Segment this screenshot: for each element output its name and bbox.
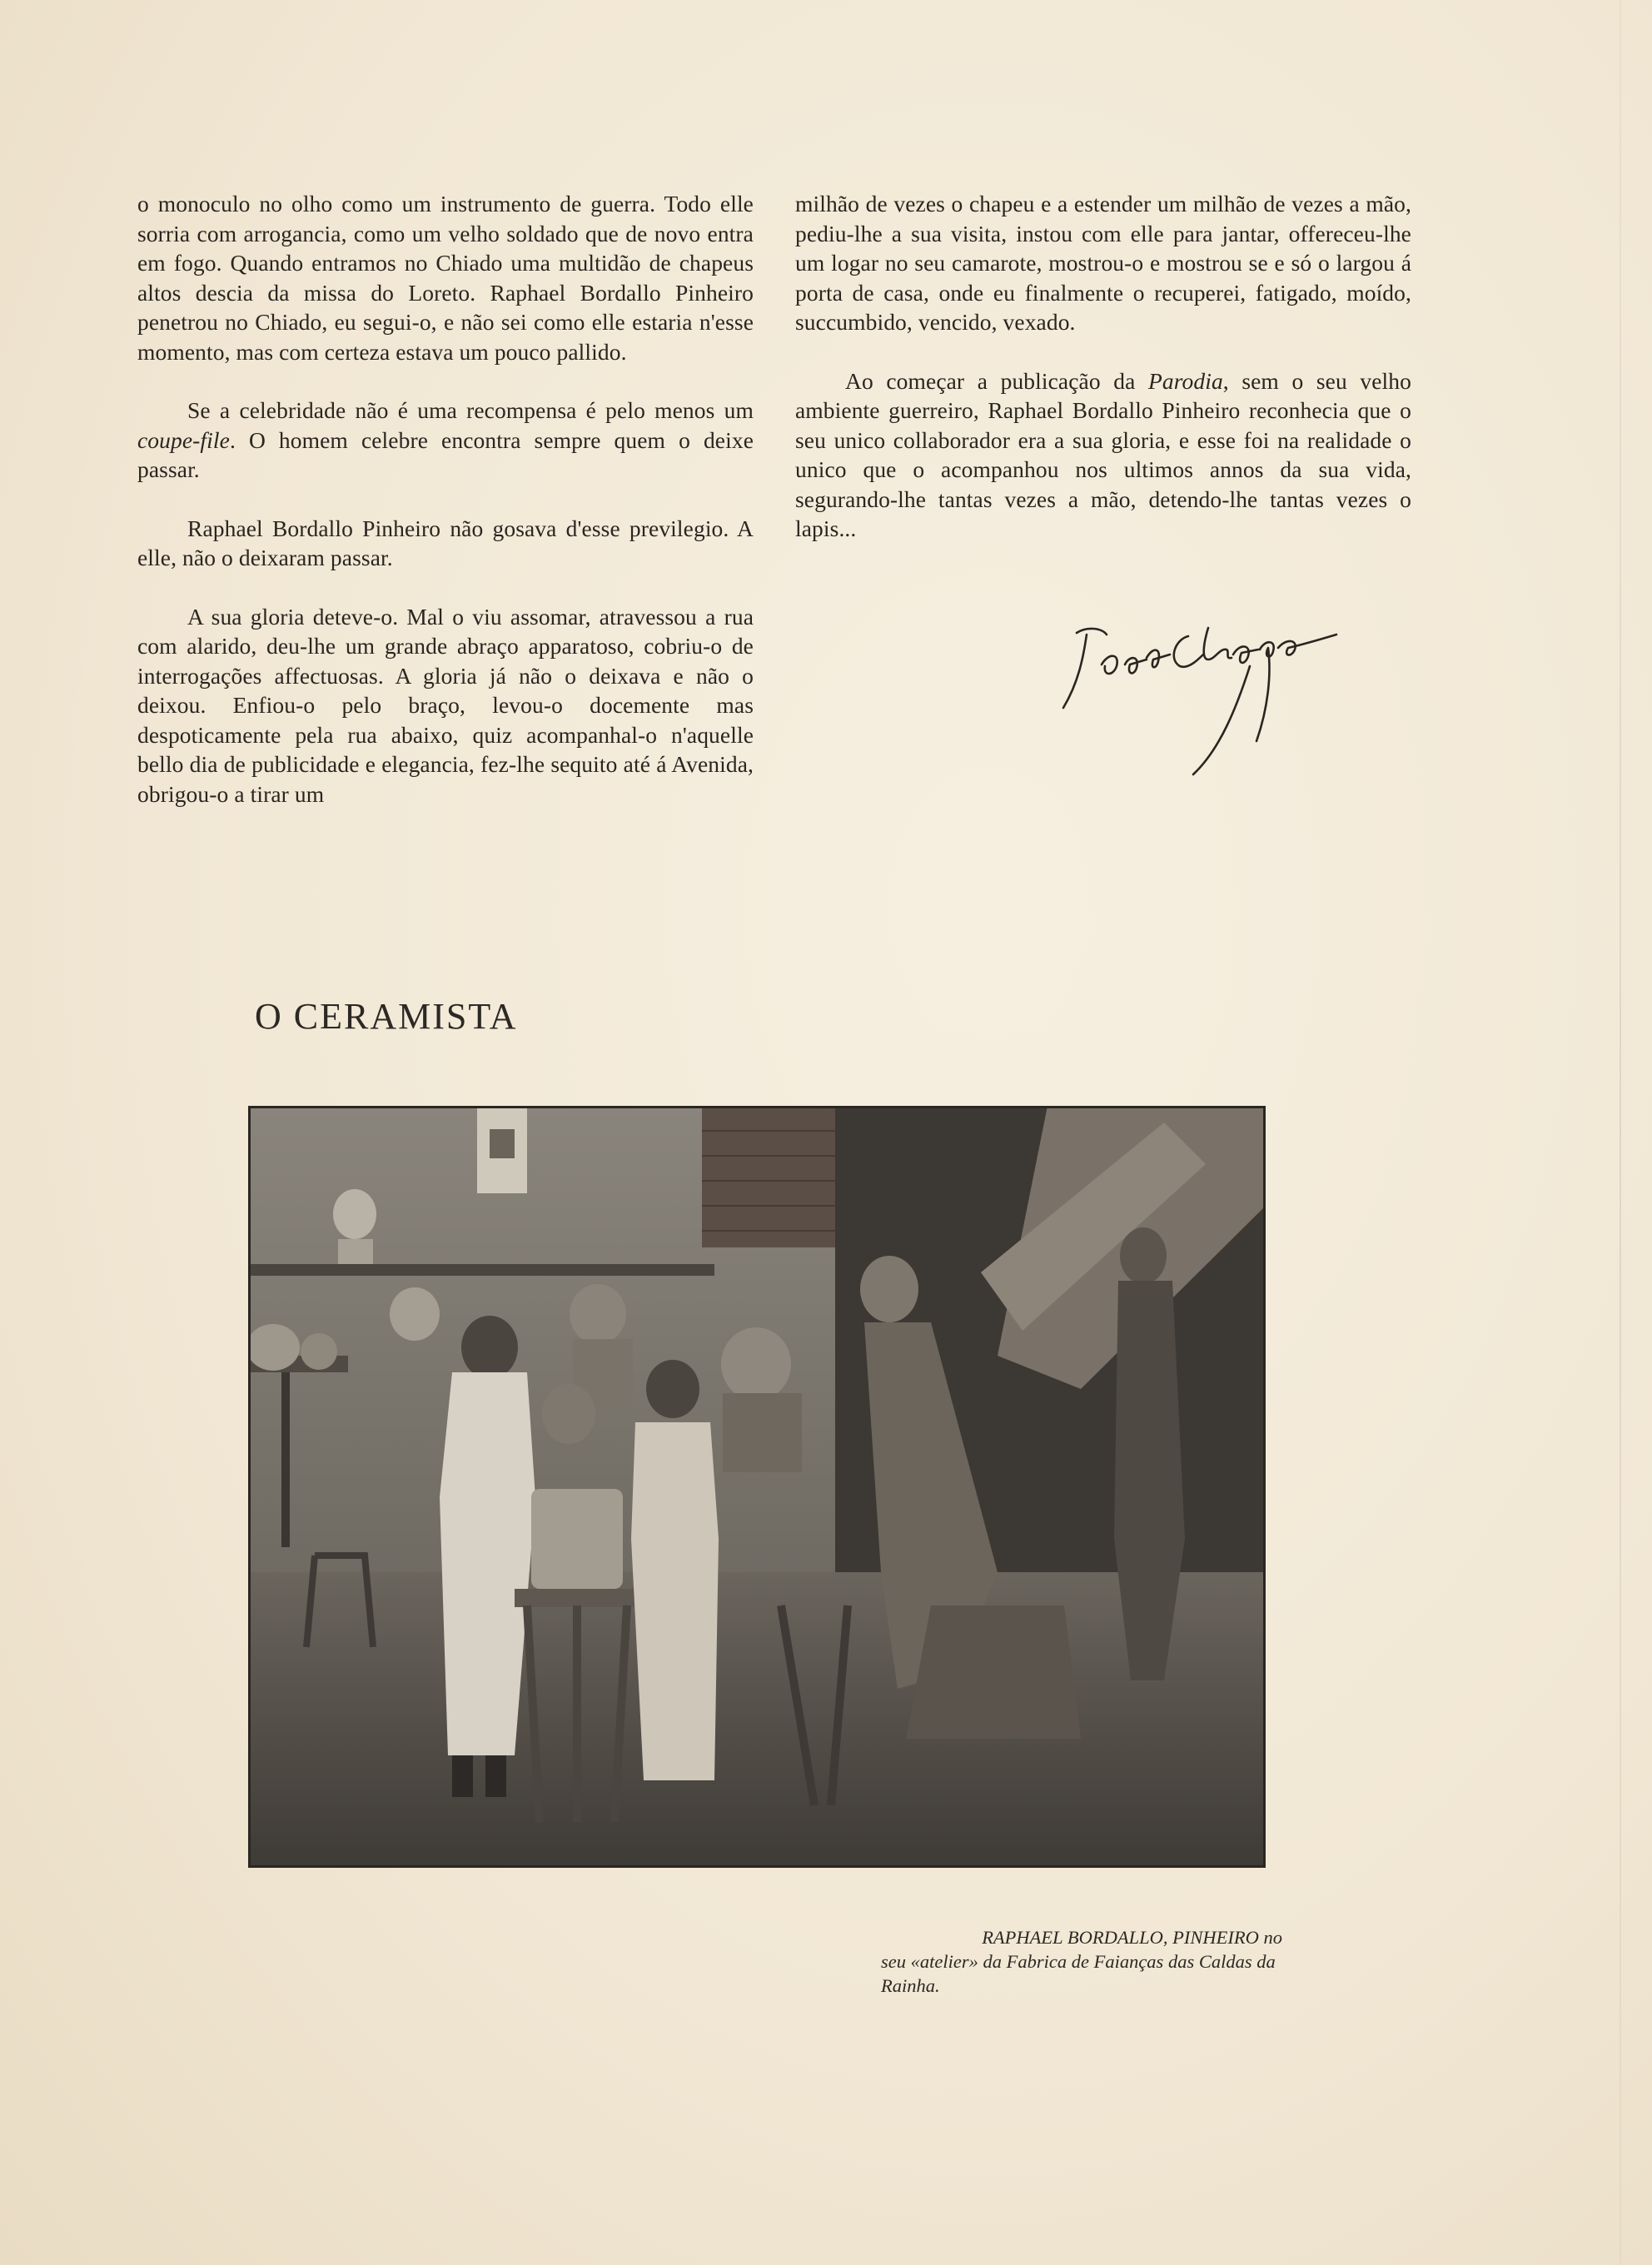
photo-caption: RAPHAEL BORDALLO, PINHEIRO no seu «atelier» da Fabrica de Faianças das Caldas da Rainha.	[881, 1927, 1282, 1996]
paragraph: Ao começar a publicação da Parodia, sem o seu velho ambiente guerreiro, Raphael Bordallo Pinheiro reconhecia que o seu unico collaborador era a sua gloria, e esse foi na realidade o unico que o acompanhou nos ultimos annos da sua vida, segurando-lhe tantas vezes a mão, detendo-lhe tantas vezes o lapis...	[795, 367, 1411, 541]
paragraph: o monoculo no olho como um instrumento de guerra. Todo elle sorria com arrogancia, como um velho soldado que de novo entra em fogo. Quando entramos no Chiado uma multidão de chapeus altos descia da missa do Loreto. Raphael Bordallo Pinheiro penetrou no Chiado, eu segui-o, e não sei como elle estaria n'esse momento, mas com certeza estava um pouco pallido.	[137, 191, 754, 365]
paragraph: Raphael Bordallo Pinheiro não gosava d'esse previlegio. A elle, não o deixaram passar.	[137, 515, 754, 570]
left-text-column	[137, 189, 754, 838]
paragraph: Se a celebridade não é uma recompensa é pelo menos um coupe-file. O homem celebre encontra sempre quem o deixe passar.	[137, 397, 754, 482]
section-title: O CERAMISTA	[255, 996, 518, 1037]
atelier-photograph	[248, 1106, 1266, 1868]
page-fold	[1620, 0, 1621, 2265]
paragraph: A sua gloria deteve-o. Mal o viu assomar, atravessou a rua com alarido, deu-lhe um grande abraço apparatoso, cobriu-o de interrogações affectuosas. A gloria já não o deixava e não o deixou. Enfiou-o pelo braço, levou-o docemente mas despoticamente pela rua abaixo, quiz acompanhal-o n'aquelle bello dia de publicidade e elegancia, fez-lhe sequito até á Avenida, obrigou-o a tirar um	[137, 603, 754, 807]
paragraph: milhão de vezes o chapeu e a estender um milhão de vezes a mão, pediu-lhe a sua visita, instou com elle para jantar, offereceu-lhe um logar no seu camarote, mostrou-o e mostrou se e só o largou á porta de casa, onde eu finalmente o recuperei, fatigado, moído, succumbido, vencido, vexado.	[795, 191, 1411, 335]
right-text-column	[795, 189, 1411, 573]
handwritten-signature	[1053, 616, 1370, 783]
